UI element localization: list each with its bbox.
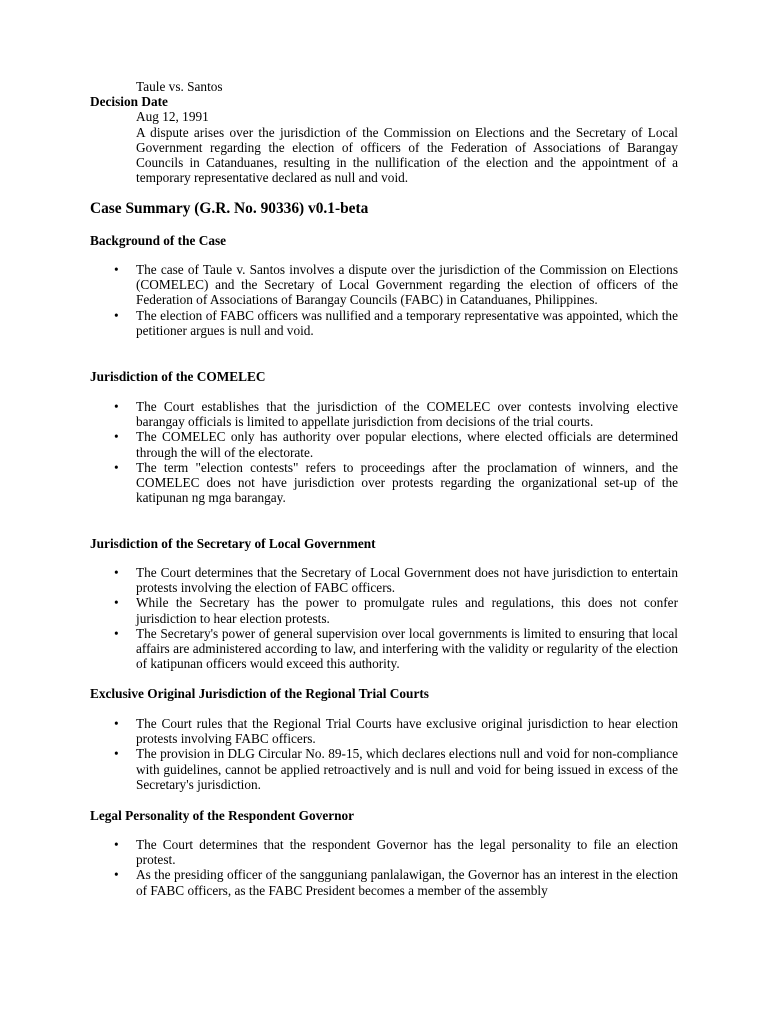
section-heading-secretary: Jurisdiction of the Secretary of Local Government	[90, 536, 376, 551]
bullet-icon: •	[114, 746, 119, 762]
case-summary-title: Case Summary (G.R. No. 90336) v0.1-beta	[90, 200, 369, 217]
list-item	[90, 565, 678, 595]
list-item-text: The Court establishes that the jurisdiction of the COMELEC over contests involving elective barangay officials is limited to appellate jurisdiction from decisions of the trial courts.	[136, 399, 678, 430]
list-item	[90, 716, 678, 746]
list-item-text: While the Secretary has the power to promulgate rules and regulations, this does not confer jurisdiction to hear election protests.	[136, 595, 678, 626]
bullet-icon: •	[114, 307, 119, 323]
bullet-icon: •	[114, 399, 119, 414]
list-item-text: The term "election contests" refers to proceedings after the proclamation of winners, and the COMELEC does not have jurisdiction over protests regarding the organizational set-up of the katipunan ng mga barangay.	[136, 459, 678, 506]
decision-date-label: Decision Date	[90, 94, 168, 110]
decision-date: Aug 12, 1991	[136, 109, 209, 125]
list-item-text: The Secretary's power of general supervision over local governments is limited to ensuring that local affairs are administered according to law, and interfering with the validity or regularity of the election of katipunan officers would exceed this authority.	[136, 625, 678, 672]
list-item	[90, 262, 678, 308]
bullet-icon: •	[114, 595, 119, 611]
section-list-secretary	[90, 565, 678, 671]
list-item	[90, 746, 678, 792]
list-item	[90, 626, 678, 672]
list-item-text: The COMELEC only has authority over popular elections, where elected officials are determined through the will of the electorate.	[136, 429, 678, 460]
bullet-icon: •	[114, 262, 119, 277]
list-item	[90, 837, 678, 867]
section-heading-rtc: Exclusive Original Jurisdiction of the Regional Trial Courts	[90, 686, 429, 701]
section-heading-governor: Legal Personality of the Respondent Governor	[90, 808, 355, 823]
bullet-icon: •	[114, 867, 119, 883]
bullet-icon: •	[114, 716, 119, 731]
list-item-text: As the presiding officer of the sangguniang panlalawigan, the Governor has an interest in the election of FABC officers, as the FABC President becomes a member of the assembly	[136, 867, 678, 898]
section-list-comelec	[90, 399, 678, 505]
list-item	[90, 867, 678, 897]
case-abstract: A dispute arises over the jurisdiction of the Commission on Elections and the Secretary of Local Government regarding the election of officers of the Federation of Associations of Barangay Councils in Catanduanes, resulting in the nullification of the election and the appointment of a temporary representative declared as null and void.	[136, 124, 678, 186]
bullet-icon: •	[114, 429, 119, 445]
list-item	[90, 308, 678, 338]
list-item-text: The case of Taule v. Santos involves a dispute over the jurisdiction of the Commission on Elections (COMELEC) and the Secretary of Local Government regarding the election of officers of the Federation of Associations of Barangay Councils (FABC) in Catanduanes, Philippines.	[136, 262, 678, 308]
list-item-text: The provision in DLG Circular No. 89-15, which declares elections null and void for non-compliance with guidelines, cannot be applied retroactively and is null and void for being issued in excess of the Secretary's jurisdiction.	[136, 746, 678, 792]
list-item	[90, 429, 678, 459]
bullet-icon: •	[114, 565, 119, 580]
section-list-background	[90, 262, 678, 338]
section-heading-background: Background of the Case	[90, 233, 227, 248]
section-list-governor	[90, 837, 678, 898]
list-item	[90, 399, 678, 429]
bullet-icon: •	[114, 625, 119, 641]
list-item-text: The Court rules that the Regional Trial Courts have exclusive original jurisdiction to hear election protests involving FABC officers.	[136, 716, 678, 747]
list-item-text: The Court determines that the respondent Governor has the legal personality to file an election protest.	[136, 837, 678, 868]
list-item	[90, 595, 678, 625]
list-item	[90, 460, 678, 506]
section-list-rtc	[90, 716, 678, 792]
case-header	[90, 79, 678, 185]
list-item-text: The election of FABC officers was nullified and a temporary representative was appointed, which the petitioner argues is null and void.	[136, 307, 678, 338]
section-heading-comelec: Jurisdiction of the COMELEC	[90, 369, 266, 384]
bullet-icon: •	[114, 459, 119, 475]
case-name: Taule vs. Santos	[136, 79, 223, 94]
list-item-text: The Court determines that the Secretary of Local Government does not have jurisdiction to entertain protests involving the election of FABC officers.	[136, 565, 678, 596]
bullet-icon: •	[114, 837, 119, 852]
